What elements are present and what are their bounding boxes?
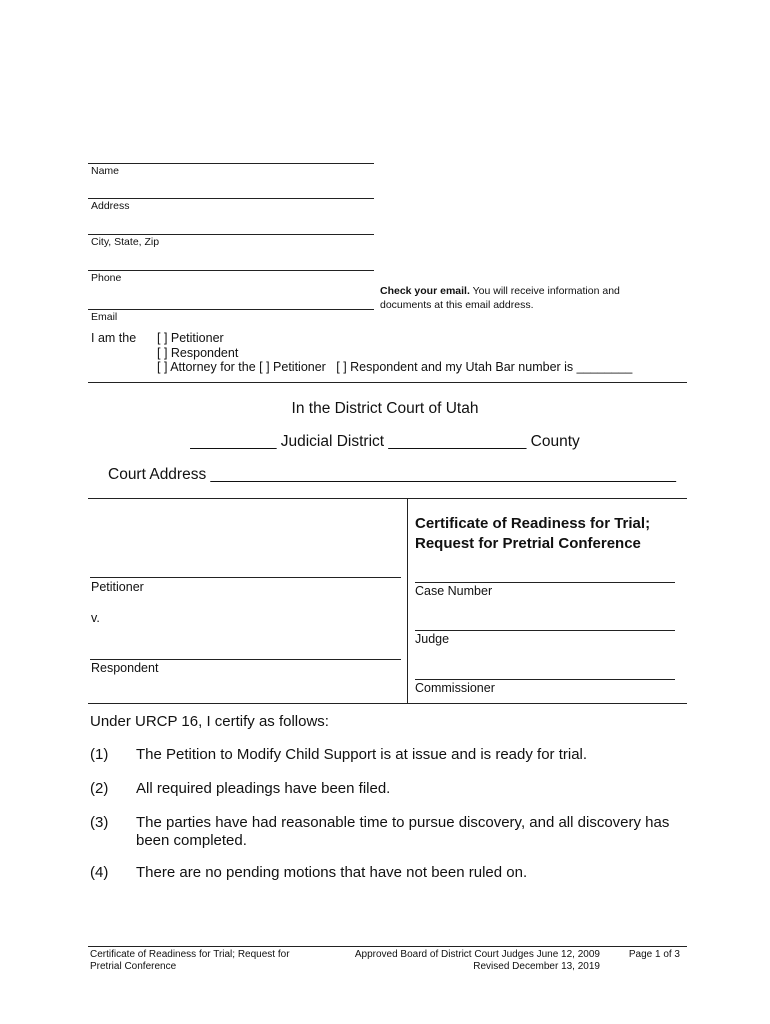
item-number: (4) bbox=[90, 864, 109, 881]
email-note-bold: Check your email. bbox=[380, 285, 470, 297]
role-label: I am the bbox=[91, 331, 137, 345]
name-line[interactable] bbox=[88, 163, 374, 164]
judge-line[interactable] bbox=[415, 630, 675, 631]
versus-label: v. bbox=[91, 611, 100, 625]
city-state-zip-label: City, State, Zip bbox=[91, 236, 160, 248]
address-line[interactable] bbox=[88, 198, 374, 199]
name-label: Name bbox=[91, 165, 120, 177]
case-number-label: Case Number bbox=[415, 584, 493, 598]
court-title: In the District Court of Utah bbox=[291, 400, 479, 417]
header-divider bbox=[88, 382, 687, 383]
footer-center bbox=[330, 949, 600, 973]
email-note-line2: documents at this email address. bbox=[380, 299, 534, 311]
document-title-line2: Request for Pretrial Conference bbox=[415, 535, 641, 552]
document-title-line1: Certificate of Readiness for Trial; bbox=[415, 515, 651, 532]
address-label: Address bbox=[91, 200, 130, 212]
respondent-line[interactable] bbox=[90, 659, 401, 660]
page-number: Page 1 of 3 bbox=[628, 949, 680, 960]
respondent-label: Respondent bbox=[91, 661, 159, 675]
city-state-zip-line[interactable] bbox=[88, 234, 374, 235]
footer-approved: Approved Board of District Court Judges June 12, 2009 bbox=[354, 949, 600, 960]
item-text-continued: been completed. bbox=[136, 832, 247, 849]
phone-line[interactable] bbox=[88, 270, 374, 271]
petitioner-line[interactable] bbox=[90, 577, 401, 578]
document-title bbox=[415, 514, 650, 554]
case-number-line[interactable] bbox=[415, 582, 675, 583]
role-option-respondent[interactable]: [ ] Respondent bbox=[157, 346, 239, 360]
judge-label: Judge bbox=[415, 632, 450, 646]
footer-left bbox=[90, 949, 340, 973]
item-text: All required pleadings have been filed. bbox=[136, 780, 391, 797]
email-label: Email bbox=[91, 311, 118, 323]
email-note-line1: You will receive information and bbox=[469, 285, 620, 297]
district-county-line[interactable]: __________ Judicial District ________________ County bbox=[190, 433, 580, 450]
email-note bbox=[380, 284, 680, 312]
item-number: (2) bbox=[90, 780, 109, 797]
caption-top-border bbox=[88, 498, 687, 499]
certification-intro: Under URCP 16, I certify as follows: bbox=[90, 713, 329, 730]
petitioner-label: Petitioner bbox=[91, 580, 144, 594]
footer-revised: Revised December 13, 2019 bbox=[473, 961, 600, 972]
commissioner-line[interactable] bbox=[415, 679, 675, 680]
item-number: (3) bbox=[90, 814, 109, 831]
caption-center-divider bbox=[407, 498, 408, 703]
role-option-petitioner[interactable]: [ ] Petitioner bbox=[157, 331, 224, 345]
role-option-attorney[interactable]: [ ] Attorney for the [ ] Petitioner [ ] Respondent and my Utah Bar number is ________ bbox=[157, 360, 633, 374]
commissioner-label: Commissioner bbox=[415, 681, 495, 695]
caption-bottom-border bbox=[88, 703, 687, 704]
footer-form-title-line2: Pretrial Conference bbox=[90, 961, 177, 972]
court-address-line[interactable]: Court Address ______________________________________________________ bbox=[108, 466, 677, 483]
phone-label: Phone bbox=[91, 272, 122, 284]
item-text: There are no pending motions that have not been ruled on. bbox=[136, 864, 528, 881]
footer-form-title-line1: Certificate of Readiness for Trial; Request for bbox=[90, 949, 290, 960]
footer-divider bbox=[88, 946, 687, 947]
item-text: The Petition to Modify Child Support is at issue and is ready for trial. bbox=[136, 746, 588, 763]
item-text: The parties have had reasonable time to pursue discovery, and all discovery has bbox=[136, 814, 670, 831]
item-number: (1) bbox=[90, 746, 109, 763]
email-line[interactable] bbox=[88, 309, 374, 310]
